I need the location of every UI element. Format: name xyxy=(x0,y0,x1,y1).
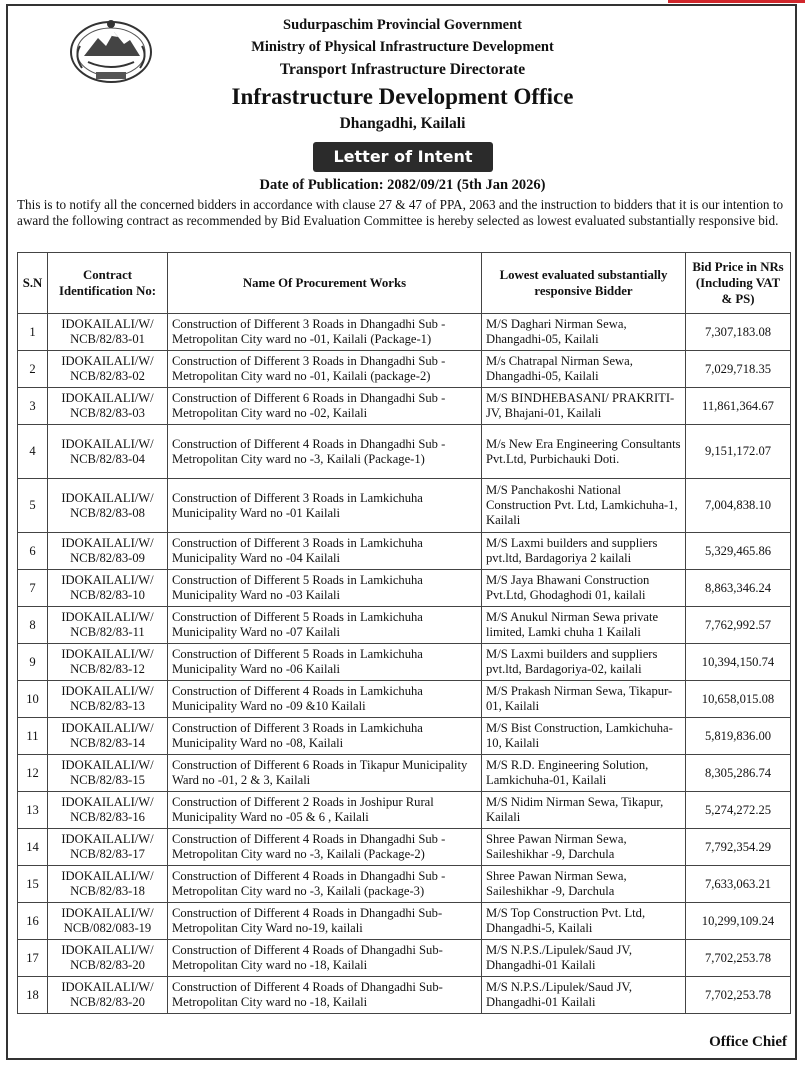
row-price: 7,762,992.57 xyxy=(686,607,791,644)
header-work: Name Of Procurement Works xyxy=(168,253,482,314)
row-work: Construction of Different 5 Roads in Lamkichuha Municipality Ward no -07 Kailali xyxy=(168,607,482,644)
row-bidder: M/s New Era Engineering Consultants Pvt.Ltd, Purbichauki Doti. xyxy=(482,425,686,479)
office-location: Dhangadhi, Kailali xyxy=(339,115,466,132)
row-price: 5,819,836.00 xyxy=(686,718,791,755)
row-sn: 16 xyxy=(18,903,48,940)
table-header-row xyxy=(18,253,791,314)
row-contract-id: IDOKAILALI/W/ NCB/82/83-02 xyxy=(48,351,168,388)
row-sn: 10 xyxy=(18,681,48,718)
row-contract-id: IDOKAILALI/W/ NCB/82/83-04 xyxy=(48,425,168,479)
row-sn: 7 xyxy=(18,570,48,607)
row-bidder: M/S Daghari Nirman Sewa, Dhangadhi-05, Kailali xyxy=(482,314,686,351)
row-contract-id: IDOKAILALI/W/ NCB/82/83-10 xyxy=(48,570,168,607)
table-row xyxy=(18,533,791,570)
row-work: Construction of Different 2 Roads in Joshipur Rural Municipality Ward no -05 & 6 , Kailali xyxy=(168,792,482,829)
row-work: Construction of Different 3 Roads in Dhangadhi Sub - Metropolitan City ward no -01, Kailali (package-2) xyxy=(168,351,482,388)
table-row xyxy=(18,314,791,351)
table-row xyxy=(18,388,791,425)
row-work: Construction of Different 3 Roads in Lamkichuha Municipality Ward no -01 Kailali xyxy=(168,479,482,533)
row-contract-id: IDOKAILALI/W/ NCB/82/83-09 xyxy=(48,533,168,570)
header-contract-id: Contract Identification No: xyxy=(48,253,168,314)
row-sn: 13 xyxy=(18,792,48,829)
row-price: 5,329,465.86 xyxy=(686,533,791,570)
row-price: 7,633,063.21 xyxy=(686,866,791,903)
row-price: 11,861,364.67 xyxy=(686,388,791,425)
table-row xyxy=(18,607,791,644)
header-price: Bid Price in NRs (Including VAT & PS) xyxy=(686,253,791,314)
top-accent-bar xyxy=(668,0,805,3)
row-sn: 5 xyxy=(18,479,48,533)
table-row xyxy=(18,681,791,718)
intro-paragraph: This is to notify all the concerned bidders in accordance with clause 27 & 47 of PPA, 2063 and the instruction to bidders that it is our intention to award the following contract as recommended by Bid Evaluation Committee is hereby selected as lowest evaluated substantially responsive bid. xyxy=(17,197,784,228)
letterhead xyxy=(0,14,805,136)
notice-title: Letter of Intent xyxy=(313,142,493,172)
row-bidder: M/S BINDHEBASANI/ PRAKRITI-JV, Bhajani-01, Kailali xyxy=(482,388,686,425)
row-work: Construction of Different 6 Roads in Tikapur Municipality Ward no -01, 2 & 3, Kailali xyxy=(168,755,482,792)
row-contract-id: IDOKAILALI/W/ NCB/82/83-01 xyxy=(48,314,168,351)
row-sn: 8 xyxy=(18,607,48,644)
table-row xyxy=(18,903,791,940)
row-sn: 12 xyxy=(18,755,48,792)
header-bidder: Lowest evaluated substantially responsive Bidder xyxy=(482,253,686,314)
row-price: 5,274,272.25 xyxy=(686,792,791,829)
row-sn: 1 xyxy=(18,314,48,351)
row-sn: 6 xyxy=(18,533,48,570)
row-contract-id: IDOKAILALI/W/ NCB/82/83-20 xyxy=(48,940,168,977)
row-bidder: Shree Pawan Nirman Sewa, Saileshikhar -9, Darchula xyxy=(482,829,686,866)
row-work: Construction of Different 3 Roads in Lamkichuha Municipality Ward no -08, Kailali xyxy=(168,718,482,755)
row-price: 7,792,354.29 xyxy=(686,829,791,866)
row-price: 10,658,015.08 xyxy=(686,681,791,718)
office-name: Infrastructure Development Office xyxy=(231,84,574,109)
row-work: Construction of Different 4 Roads in Dhangadhi Sub -Metropolitan City ward no -3, Kailali (package-3) xyxy=(168,866,482,903)
row-contract-id: IDOKAILALI/W/ NCB/82/83-20 xyxy=(48,977,168,1014)
row-contract-id: IDOKAILALI/W/ NCB/82/83-14 xyxy=(48,718,168,755)
row-work: Construction of Different 5 Roads in Lamkichuha Municipality Ward no -06 Kailali xyxy=(168,644,482,681)
row-price: 7,307,183.08 xyxy=(686,314,791,351)
row-contract-id: IDOKAILALI/W/ NCB/82/83-13 xyxy=(48,681,168,718)
ministry-name: Ministry of Physical Infrastructure Development xyxy=(251,39,554,55)
table-row xyxy=(18,866,791,903)
row-bidder: M/S Laxmi builders and suppliers pvt.ltd, Bardagoriya 2 kailali xyxy=(482,533,686,570)
row-bidder: M/S N.P.S./Lipulek/Saud JV, Dhangadhi-01 Kailali xyxy=(482,977,686,1014)
header-sn: S.N xyxy=(18,253,48,314)
table-row xyxy=(18,351,791,388)
row-contract-id: IDOKAILALI/W/ NCB/82/83-18 xyxy=(48,866,168,903)
row-price: 10,299,109.24 xyxy=(686,903,791,940)
publication-date: Date of Publication: 2082/09/21 (5th Jan 2026) xyxy=(259,177,546,193)
row-price: 7,702,253.78 xyxy=(686,977,791,1014)
row-bidder: M/S Bist Construction, Lamkichuha-10, Kailali xyxy=(482,718,686,755)
row-price: 8,305,286.74 xyxy=(686,755,791,792)
table-row xyxy=(18,755,791,792)
row-price: 7,029,718.35 xyxy=(686,351,791,388)
row-work: Construction of Different 4 Roads in Dhangadhi Sub - Metropolitan City ward no -3, Kailali (Package-1) xyxy=(168,425,482,479)
row-work: Construction of Different 6 Roads in Dhangadhi Sub - Metropolitan City ward no -02, Kailali xyxy=(168,388,482,425)
row-sn: 4 xyxy=(18,425,48,479)
row-contract-id: IDOKAILALI/W/ NCB/82/83-17 xyxy=(48,829,168,866)
row-sn: 11 xyxy=(18,718,48,755)
table-row xyxy=(18,570,791,607)
row-bidder: M/S N.P.S./Lipulek/Saud JV, Dhangadhi-01 Kailali xyxy=(482,940,686,977)
row-bidder: M/S Top Construction Pvt. Ltd, Dhangadhi-5, Kailali xyxy=(482,903,686,940)
row-bidder: M/S Panchakoshi National Construction Pvt. Ltd, Lamkichuha-1, Kailali xyxy=(482,479,686,533)
row-sn: 2 xyxy=(18,351,48,388)
row-sn: 15 xyxy=(18,866,48,903)
signature-office-chief: Office Chief xyxy=(709,1034,787,1050)
government-name: Sudurpaschim Provincial Government xyxy=(283,17,522,33)
row-bidder: M/S Anukul Nirman Sewa private limited, Lamki chuha 1 Kailali xyxy=(482,607,686,644)
table-row xyxy=(18,977,791,1014)
row-work: Construction of Different 5 Roads in Lamkichuha Municipality Ward no -03 Kailali xyxy=(168,570,482,607)
table-row xyxy=(18,644,791,681)
table-row xyxy=(18,479,791,533)
row-bidder: M/S Jaya Bhawani Construction Pvt.Ltd, Ghodaghodi 01, kailali xyxy=(482,570,686,607)
row-bidder: M/S Prakash Nirman Sewa, Tikapur-01, Kailali xyxy=(482,681,686,718)
row-work: Construction of Different 4 Roads in Dhangadhi Sub - Metropolitan City ward no -3, Kailali (Package-2) xyxy=(168,829,482,866)
table-row xyxy=(18,425,791,479)
directorate-name: Transport Infrastructure Directorate xyxy=(279,61,526,78)
table-row xyxy=(18,829,791,866)
table-row xyxy=(18,718,791,755)
row-sn: 18 xyxy=(18,977,48,1014)
row-contract-id: IDOKAILALI/W/ NCB/82/83-08 xyxy=(48,479,168,533)
row-sn: 3 xyxy=(18,388,48,425)
row-work: Construction of Different 4 Roads in Dhangadhi Sub- Metropolitan City Ward no-19, kailali xyxy=(168,903,482,940)
row-bidder: M/S R.D. Engineering Solution, Lamkichuha-01, Kailali xyxy=(482,755,686,792)
row-price: 10,394,150.74 xyxy=(686,644,791,681)
row-price: 8,863,346.24 xyxy=(686,570,791,607)
row-price: 9,151,172.07 xyxy=(686,425,791,479)
row-work: Construction of Different 4 Roads of Dhangadhi Sub-Metropolitan City ward no -18, Kailali xyxy=(168,977,482,1014)
row-work: Construction of Different 4 Roads of Dhangadhi Sub-Metropolitan City ward no -18, Kailali xyxy=(168,940,482,977)
row-sn: 9 xyxy=(18,644,48,681)
row-contract-id: IDOKAILALI/W/ NCB/82/83-03 xyxy=(48,388,168,425)
row-contract-id: IDOKAILALI/W/ NCB/82/83-11 xyxy=(48,607,168,644)
row-bidder: Shree Pawan Nirman Sewa, Saileshikhar -9, Darchula xyxy=(482,866,686,903)
row-price: 7,702,253.78 xyxy=(686,940,791,977)
row-contract-id: IDOKAILALI/W/ NCB/82/83-16 xyxy=(48,792,168,829)
row-price: 7,004,838.10 xyxy=(686,479,791,533)
row-contract-id: IDOKAILALI/W/ NCB/82/83-12 xyxy=(48,644,168,681)
row-bidder: M/S Nidim Nirman Sewa, Tikapur, Kailali xyxy=(482,792,686,829)
bid-results-table xyxy=(17,252,791,1014)
row-contract-id: IDOKAILALI/W/ NCB/082/083-19 xyxy=(48,903,168,940)
row-contract-id: IDOKAILALI/W/ NCB/82/83-15 xyxy=(48,755,168,792)
row-bidder: M/s Chatrapal Nirman Sewa, Dhangadhi-05, Kailali xyxy=(482,351,686,388)
row-bidder: M/S Laxmi builders and suppliers pvt.ltd, Bardagoriya-02, kailali xyxy=(482,644,686,681)
row-work: Construction of Different 3 Roads in Dhangadhi Sub - Metropolitan City ward no -01, Kailali (Package-1) xyxy=(168,314,482,351)
table-row xyxy=(18,940,791,977)
table-row xyxy=(18,792,791,829)
row-work: Construction of Different 3 Roads in Lamkichuha Municipality Ward no -04 Kailali xyxy=(168,533,482,570)
row-sn: 17 xyxy=(18,940,48,977)
row-work: Construction of Different 4 Roads in Lamkichuha Municipality Ward no -09 &10 Kailali xyxy=(168,681,482,718)
row-sn: 14 xyxy=(18,829,48,866)
